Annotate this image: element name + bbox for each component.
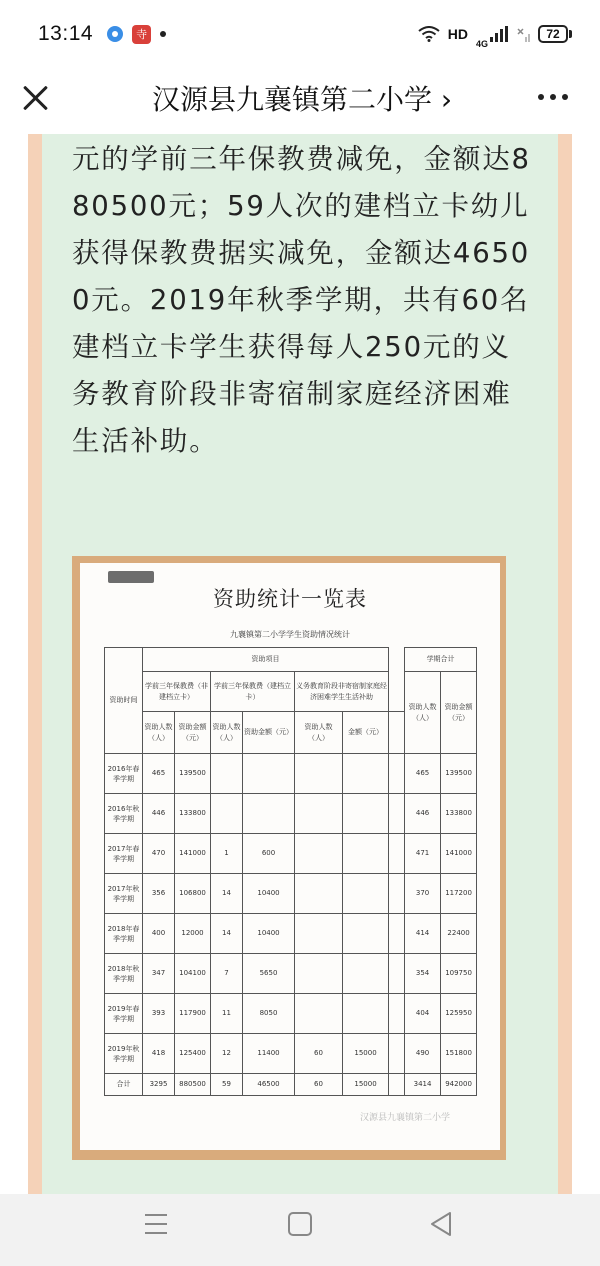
header-group1: 学前三年保教费（非建档立卡）: [143, 672, 211, 712]
term-cell: 2016年秋季学期: [105, 794, 143, 834]
article-line: 生活补助。: [72, 425, 219, 457]
g3-people-cell: [295, 994, 343, 1034]
g3-people-cell: 60: [295, 1074, 343, 1096]
watermark: 汉源县九襄镇第二小学: [360, 1113, 451, 1123]
g2-amount-cell: 11400: [243, 1034, 295, 1074]
sim-icon: [516, 26, 530, 42]
table-row: [105, 954, 477, 994]
g3-people-cell: [295, 834, 343, 874]
header-project: 资助项目: [143, 648, 389, 672]
header-g2-amount: 资助金额（元）: [243, 712, 295, 754]
header-g1-people: 资助人数（人）: [143, 712, 175, 754]
dot-icon: [160, 31, 166, 37]
page-title[interactable]: 汉源县九襄镇第二小学 ›: [152, 83, 453, 116]
article-line: 元的学前三年保教费减免，金额达8: [72, 143, 531, 175]
g1-amount-cell: 104100: [175, 954, 211, 994]
total-people-cell: 354: [405, 954, 441, 994]
back-icon[interactable]: [428, 1210, 454, 1238]
g1-amount-cell: 125400: [175, 1034, 211, 1074]
g3-amount-cell: [343, 834, 389, 874]
totals-row: [105, 1074, 477, 1096]
table-row: [105, 834, 477, 874]
system-nav-bar: [0, 1194, 600, 1266]
app-bar: [0, 68, 600, 134]
g3-people-cell: [295, 954, 343, 994]
g1-amount-cell: 880500: [175, 1074, 211, 1096]
total-people-cell: 414: [405, 914, 441, 954]
g3-amount-cell: 15000: [343, 1074, 389, 1096]
total-amount-cell: 151800: [441, 1034, 477, 1074]
g1-amount-cell: 133800: [175, 794, 211, 834]
article-body: [72, 136, 530, 465]
g3-amount-cell: [343, 794, 389, 834]
g1-amount-cell: 12000: [175, 914, 211, 954]
header-g3-people: 资助人数（人）: [295, 712, 343, 754]
g1-people-cell: 347: [143, 954, 175, 994]
term-cell: 2016年春季学期: [105, 754, 143, 794]
header-group2: 学前三年保教费（建档立卡）: [211, 672, 295, 712]
wifi-icon: [418, 26, 440, 42]
close-icon[interactable]: [20, 82, 52, 114]
total-amount-cell: 942000: [441, 1074, 477, 1096]
home-icon[interactable]: [288, 1212, 312, 1236]
table-row: [105, 794, 477, 834]
g3-amount-cell: [343, 874, 389, 914]
header-g2-people: 资助人数（人）: [211, 712, 243, 754]
g2-amount-cell: 8050: [243, 994, 295, 1034]
network-label: HD: [447, 26, 468, 42]
g2-people-cell: 59: [211, 1074, 243, 1096]
tape-mark: [108, 571, 154, 583]
g1-people-cell: 418: [143, 1034, 175, 1074]
battery-icon: [538, 25, 572, 43]
term-cell: 2019年春季学期: [105, 994, 143, 1034]
status-bar: [0, 0, 600, 68]
more-icon[interactable]: [538, 94, 568, 100]
term-cell: 2019年秋季学期: [105, 1034, 143, 1074]
g1-people-cell: 3295: [143, 1074, 175, 1096]
g1-amount-cell: 106800: [175, 874, 211, 914]
g3-amount-cell: 15000: [343, 1034, 389, 1074]
total-amount-cell: 22400: [441, 914, 477, 954]
g2-amount-cell: 10400: [243, 874, 295, 914]
article-line: 务教育阶段非寄宿制家庭经济困难: [72, 378, 512, 410]
g2-people-cell: [211, 754, 243, 794]
article-line: 建档立卡学生获得每人250元的义: [72, 331, 511, 363]
header-total-amount: 资助金额（元）: [441, 672, 477, 754]
header-total-group: 学期合计: [405, 648, 477, 672]
g2-people-cell: [211, 794, 243, 834]
total-people-cell: 446: [405, 794, 441, 834]
g3-people-cell: [295, 874, 343, 914]
totals-label: 合计: [105, 1074, 143, 1096]
g3-people-cell: [295, 754, 343, 794]
total-people-cell: 370: [405, 874, 441, 914]
notification-icons: [107, 25, 166, 44]
app-notification-icon: 寺: [132, 25, 151, 44]
g1-amount-cell: 139500: [175, 754, 211, 794]
term-cell: 2017年春季学期: [105, 834, 143, 874]
table-row: [105, 1034, 477, 1074]
g3-amount-cell: [343, 994, 389, 1034]
total-amount-cell: 117200: [441, 874, 477, 914]
article-line: 80500元；59人次的建档立卡幼儿: [72, 190, 530, 222]
g2-amount-cell: 10400: [243, 914, 295, 954]
header-time: 资助时间: [105, 648, 143, 754]
status-time: 13:14: [38, 22, 94, 45]
app-notification-icon: [107, 26, 123, 42]
g1-people-cell: 470: [143, 834, 175, 874]
header-g3-amount: 金额（元）: [343, 712, 389, 754]
total-people-cell: 404: [405, 994, 441, 1034]
g3-amount-cell: [343, 914, 389, 954]
stats-table: [104, 647, 477, 1096]
header-group3: 义务教育阶段非寄宿制家庭经济困难学生生活补助: [295, 672, 389, 712]
document-subtitle: 九襄镇第二小学学生资助情况统计: [230, 630, 350, 639]
g3-amount-cell: [343, 754, 389, 794]
g2-amount-cell: [243, 794, 295, 834]
g3-people-cell: [295, 794, 343, 834]
total-people-cell: 3414: [405, 1074, 441, 1096]
total-amount-cell: 139500: [441, 754, 477, 794]
g1-people-cell: 446: [143, 794, 175, 834]
g2-people-cell: 11: [211, 994, 243, 1034]
g3-amount-cell: [343, 954, 389, 994]
signal-type: 4G: [475, 39, 488, 49]
header-g1-amount: 资助金额（元）: [175, 712, 211, 754]
article-line: 0元。2019年秋季学期，共有60名: [72, 284, 530, 316]
total-people-cell: 490: [405, 1034, 441, 1074]
total-amount-cell: 125950: [441, 994, 477, 1034]
total-amount-cell: 133800: [441, 794, 477, 834]
table-row: [105, 994, 477, 1034]
g2-amount-cell: 600: [243, 834, 295, 874]
g3-people-cell: 60: [295, 1034, 343, 1074]
total-people-cell: 465: [405, 754, 441, 794]
document-title: 资助统计一览表: [213, 587, 367, 611]
status-indicators: [418, 19, 572, 49]
g3-people-cell: [295, 914, 343, 954]
battery-level: 72: [538, 25, 568, 43]
article-line: 获得保教费据实减免，金额达4650: [72, 237, 531, 269]
g1-people-cell: 393: [143, 994, 175, 1034]
g2-amount-cell: 5650: [243, 954, 295, 994]
total-amount-cell: 141000: [441, 834, 477, 874]
g2-amount-cell: 46500: [243, 1074, 295, 1096]
header-total-people: 资助人数（人）: [405, 672, 441, 754]
g1-people-cell: 356: [143, 874, 175, 914]
g2-people-cell: 7: [211, 954, 243, 994]
table-row: [105, 874, 477, 914]
g1-amount-cell: 141000: [175, 834, 211, 874]
total-amount-cell: 109750: [441, 954, 477, 994]
g2-people-cell: 14: [211, 914, 243, 954]
total-people-cell: 471: [405, 834, 441, 874]
g2-people-cell: 1: [211, 834, 243, 874]
term-cell: 2018年春季学期: [105, 914, 143, 954]
g2-people-cell: 14: [211, 874, 243, 914]
g2-amount-cell: [243, 754, 295, 794]
menu-icon[interactable]: [145, 1214, 169, 1234]
g2-people-cell: 12: [211, 1034, 243, 1074]
term-cell: 2017年秋季学期: [105, 874, 143, 914]
term-cell: 2018年秋季学期: [105, 954, 143, 994]
table-row: [105, 914, 477, 954]
table-row: [105, 754, 477, 794]
signal-icon: [490, 26, 508, 42]
document-image[interactable]: [80, 563, 500, 1150]
g1-people-cell: 465: [143, 754, 175, 794]
g1-amount-cell: 117900: [175, 994, 211, 1034]
g1-people-cell: 400: [143, 914, 175, 954]
